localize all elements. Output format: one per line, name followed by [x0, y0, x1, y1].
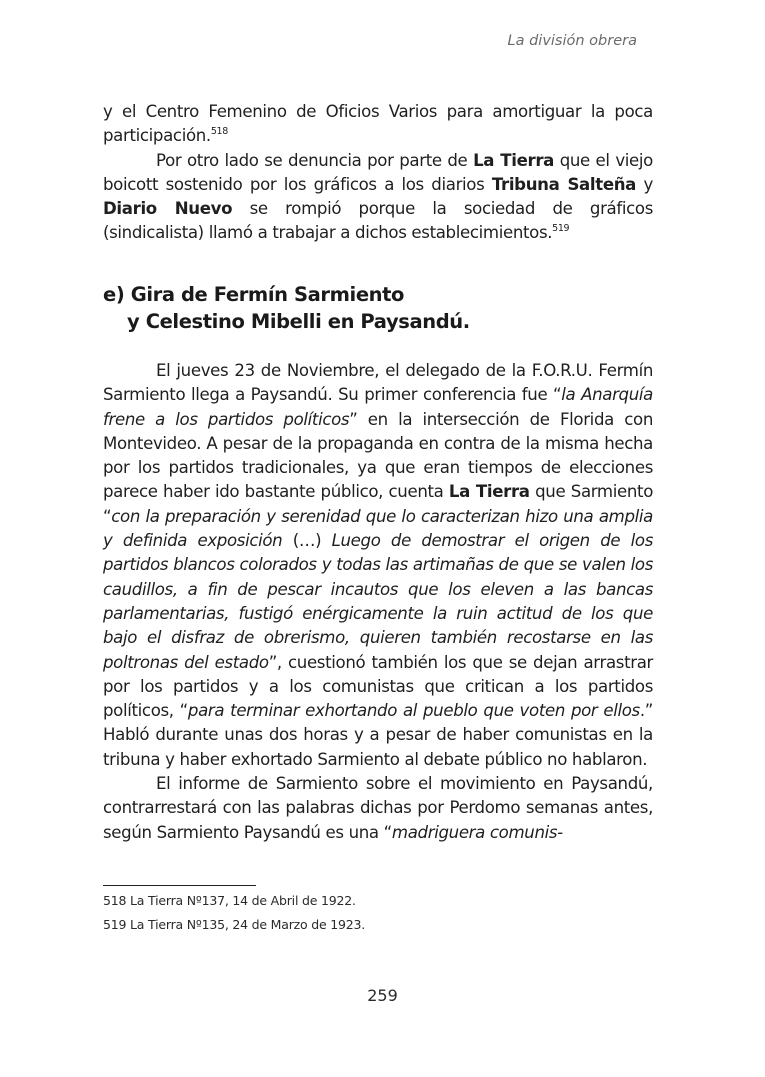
text-run: que Sarmiento “	[103, 482, 653, 526]
text-run: ”, cuestionó también los que se dejan arrastrar por los partidos y a los comunistas que critican a los partidos políticos, “	[103, 652, 653, 721]
italic-text: madriguera comunis-	[391, 822, 563, 842]
running-header: La división obrera	[507, 33, 637, 49]
footnote: 519 La Tierra Nº135, 24 de Marzo de 1923.	[103, 917, 366, 932]
text-run: se rompió porque la sociedad de gráficos (sindicalista) llamó a trabajar a dichos establecimientos.	[103, 199, 653, 243]
paragraph	[103, 100, 653, 149]
text-run: ” en la intersección de Florida con Montevideo. A pesar de la propaganda en contra de la misma hecha por los partidos tradicionales, ya que eran tiempos de elecciones parece haber ido bastante público, cuenta	[103, 409, 653, 502]
bold-text: Diario Nuevo	[103, 199, 233, 219]
text-run: y	[636, 174, 653, 194]
body-text-top	[103, 100, 653, 246]
text-run: (…)	[282, 531, 332, 551]
text-run: El informe de Sarmiento sobre el movimiento en Paysandú, contrarrestará con las palabras dichas por Perdomo semanas antes, según Sarmiento Paysandú es una “	[103, 774, 653, 842]
paragraph	[103, 772, 653, 845]
text-run: y el Centro Femenino de Oficios Varios para amortiguar la poca participación.	[103, 102, 653, 146]
footnote: 518 La Tierra Nº137, 14 de Abril de 1922.	[103, 893, 356, 908]
footnote-divider	[103, 885, 256, 886]
italic-text: para terminar exhortando al pueblo que voten por ellos	[187, 701, 640, 721]
page-number: 259	[367, 986, 398, 1005]
text-run: .” Habló durante unas dos horas y a pesar de haber comunistas en la tribuna y haber exhortado Sarmiento al debate público no hablaron.	[103, 701, 654, 769]
heading-line: y Celestino Mibelli en Paysandú.	[127, 310, 470, 333]
section-heading	[103, 281, 470, 335]
footnote-ref: 519	[552, 223, 570, 235]
italic-text: la Anarquía frene a los partidos políticos	[103, 385, 653, 429]
footnote-ref: 518	[210, 126, 228, 138]
text-run: Por otro lado se denuncia por parte de	[156, 150, 474, 170]
bold-text: Tribuna Salteña	[491, 174, 637, 194]
italic-text: con la preparación y serenidad que lo caracterizan hizo una amplia y definida exposición	[103, 506, 653, 551]
bold-text: La Tierra	[448, 482, 530, 502]
body-text-main	[103, 359, 653, 845]
heading-line: e) Gira de Fermín Sarmiento	[103, 283, 405, 306]
bold-text: La Tierra	[473, 150, 555, 170]
paragraph	[103, 359, 653, 772]
paragraph	[103, 149, 653, 246]
italic-text: Luego de demostrar el origen de los partidos blancos colorados y todas las artimañas de que se valen los caudillos, a fin de pescar incautos que los eleven a las bancas parlamentarias, fustigó enérgicamente la ruin actitud de los que bajo el disfraz de obrerismo, quieren también recostarse en las poltronas del estado	[103, 531, 653, 672]
text-run: El jueves 23 de Noviembre, el delegado de la F.O.R.U. Fermín Sarmiento llega a Paysandú. Su primer conferencia fue “	[103, 361, 653, 405]
text-run: que el viejo boicott sostenido por los gráficos a los diarios	[103, 150, 653, 194]
